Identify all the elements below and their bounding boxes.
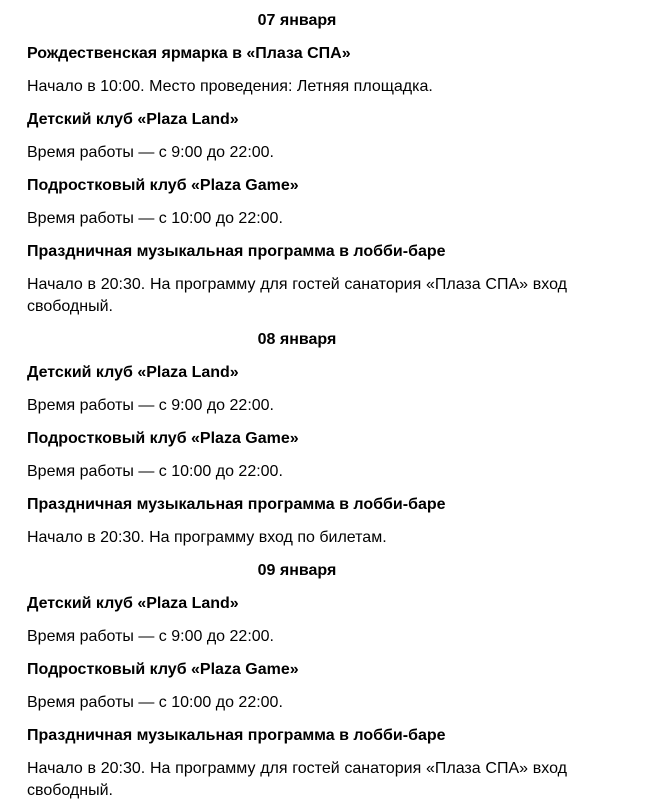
event-title: Подростковый клуб «Plaza Game» — [27, 661, 299, 678]
event-title: Праздничная музыкальная программа в лобби-баре — [27, 727, 446, 744]
event-details: Время работы — с 9:00 до 22:00. — [27, 397, 274, 414]
event-details: Время работы — с 10:00 до 22:00. — [27, 694, 283, 711]
date-heading: 07 января — [257, 12, 337, 29]
event-details: Начало в 20:30. На программу вход по билетам. — [27, 529, 387, 546]
event-details: Начало в 10:00. Место проведения: Летняя площадка. — [27, 78, 433, 95]
event-title: Рождественская ярмарка в «Плаза СПА» — [27, 45, 351, 62]
event-details: Начало в 20:30. На программу для гостей санатория «Плаза СПА» вход свободный. — [27, 760, 567, 799]
event-title: Подростковый клуб «Plaza Game» — [27, 430, 299, 447]
event-details: Время работы — с 10:00 до 22:00. — [27, 210, 283, 227]
event-title: Детский клуб «Plaza Land» — [27, 111, 239, 128]
date-heading: 08 января — [257, 331, 337, 348]
event-title: Детский клуб «Plaza Land» — [27, 364, 239, 381]
date-heading: 09 января — [257, 562, 337, 579]
day-section-08-january — [27, 329, 567, 549]
event-details: Время работы — с 9:00 до 22:00. — [27, 144, 274, 161]
day-section-09-january — [27, 560, 567, 802]
event-title: Праздничная музыкальная программа в лобби-баре — [27, 243, 446, 260]
event-title: Подростковый клуб «Plaza Game» — [27, 177, 299, 194]
event-title: Детский клуб «Plaza Land» — [27, 595, 239, 612]
event-title: Праздничная музыкальная программа в лобби-баре — [27, 496, 446, 513]
event-details: Начало в 20:30. На программу для гостей санатория «Плаза СПА» вход свободный. — [27, 276, 567, 315]
day-section-07-january — [27, 10, 567, 318]
event-details: Время работы — с 9:00 до 22:00. — [27, 628, 274, 645]
event-details: Время работы — с 10:00 до 22:00. — [27, 463, 283, 480]
